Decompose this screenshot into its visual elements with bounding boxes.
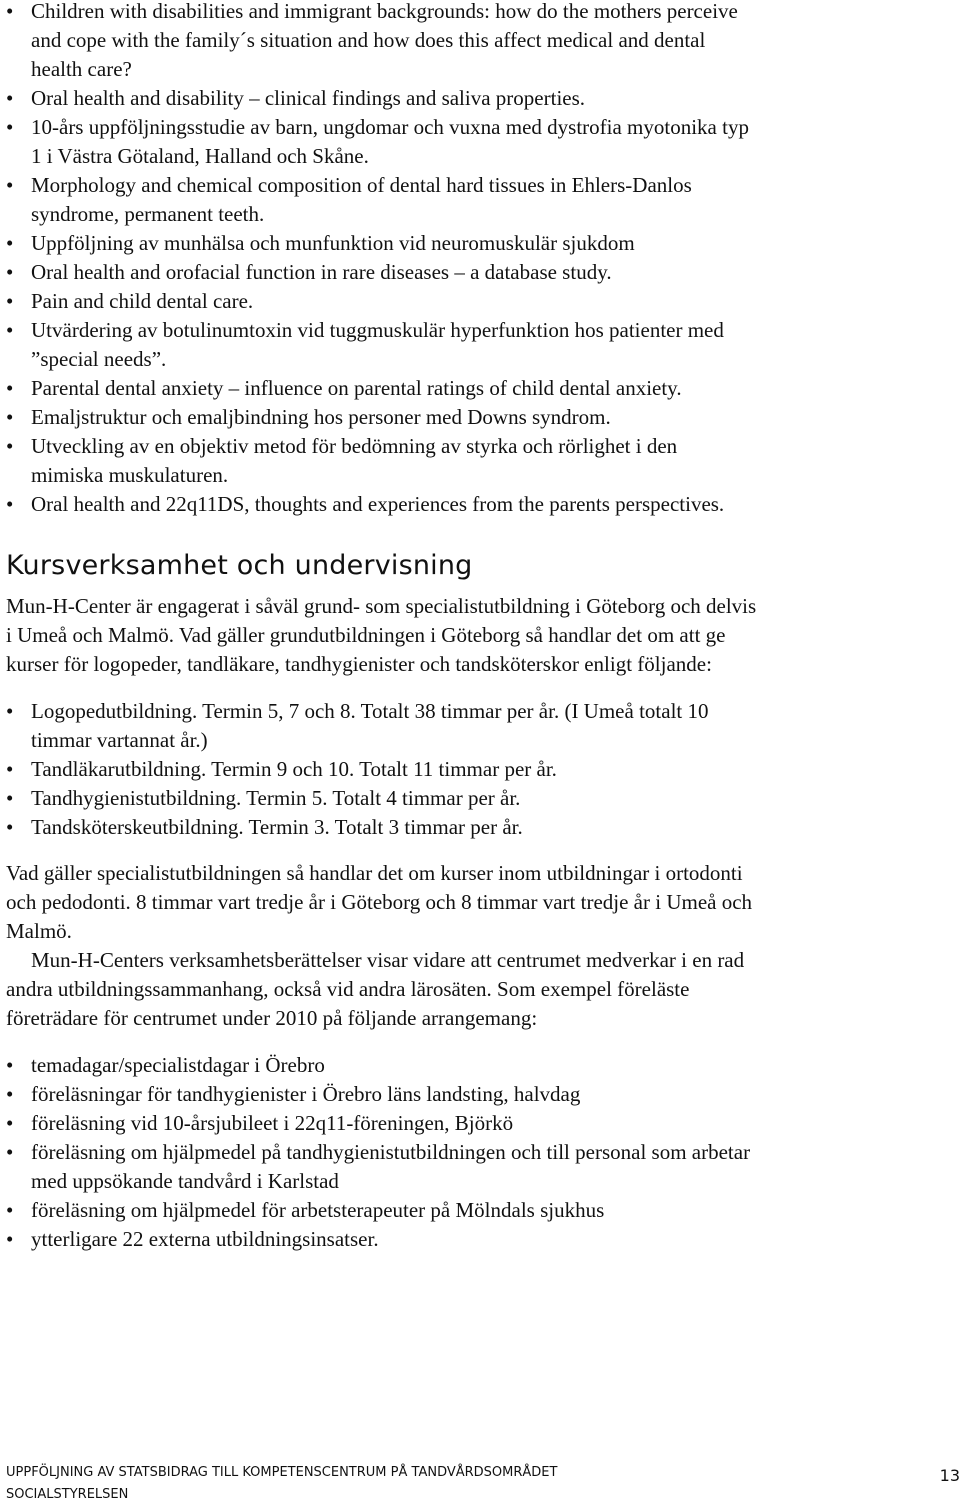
bullet-icon: • xyxy=(6,318,14,342)
list-item: • Uppföljning av munhälsa och munfunktion vid neuromuskulär sjukdom xyxy=(6,229,751,258)
bullet-icon: • xyxy=(6,757,14,781)
bullet-icon: • xyxy=(6,289,14,313)
report-paragraph: Mun-H-Centers verksamhetsberättelser visar vidare att centrumet medverkar i en rad andra utbildningssammanhang, också vid andra lärosäten. Som exempel föreläste företrädare för centrumet under 2010 på följande arrangemang: xyxy=(6,948,745,1030)
bullet-icon: • xyxy=(6,231,14,255)
bullet-icon: • xyxy=(6,1053,14,1077)
bullet-icon: • xyxy=(6,1198,14,1222)
intro-paragraph: Mun-H-Center är engagerat i såväl grund- som specialistutbildning i Göteborg och delvis i Umeå och Malmö. Vad gäller grundutbildningen i Göteborg så handlar det om att ge kurser för logopeder, tandläkare, tandhygienister och tandsköterskor enligt följande: xyxy=(6,594,757,676)
list-item: • föreläsning vid 10-årsjubileet i 22q11-föreningen, Björkö xyxy=(6,1109,751,1138)
footer-title: UPPFÖLJNING AV STATSBIDRAG TILL KOMPETENSCENTRUM PÅ TANDVÅRDSOMRÅDET xyxy=(6,1465,558,1480)
bullet-icon: • xyxy=(6,492,14,516)
list-item: • Oral health and 22q11DS, thoughts and experiences from the parents perspectives. xyxy=(6,490,751,519)
list-item: • Pain and child dental care. xyxy=(6,287,751,316)
list-item: • föreläsningar för tandhygienister i Örebro läns landsting, halvdag xyxy=(6,1080,751,1109)
page-footer xyxy=(6,1462,960,1506)
bullet-icon: • xyxy=(6,815,14,839)
list-item: • Oral health and disability – clinical findings and saliva properties. xyxy=(6,84,751,113)
list-item: • Oral health and orofacial function in rare diseases – a database study. xyxy=(6,258,751,287)
list-item: • temadagar/specialistdagar i Örebro xyxy=(6,1051,751,1080)
bullet-icon: • xyxy=(6,1111,14,1135)
document-page xyxy=(6,0,956,1254)
bullet-icon: • xyxy=(6,115,14,139)
footer-publisher: SOCIALSTYRELSEN xyxy=(6,1487,129,1502)
specialist-paragraph: Vad gäller specialistutbildningen så handlar det om kurser inom utbildningar i ortodonti och pedodonti. 8 timmar vart tredje år i Göteborg och 8 timmar vart tredje år i Umeå och Malmö. xyxy=(6,861,753,943)
bullet-icon: • xyxy=(6,699,14,723)
list-item: • föreläsning om hjälpmedel för arbetsterapeuter på Mölndals sjukhus xyxy=(6,1196,751,1225)
list-item: • Children with disabilities and immigrant backgrounds: how do the mothers perceive and cope with the family´s situation and how does this affect medical and dental health care? xyxy=(6,0,751,84)
page-number: 13 xyxy=(939,1466,960,1485)
list-item: • Tandsköterskeutbildning. Termin 3. Totalt 3 timmar per år. xyxy=(6,813,751,842)
list-item: • Utveckling av en objektiv metod för bedömning av styrka och rörlighet i den mimiska muskulaturen. xyxy=(6,434,678,487)
bullet-icon: • xyxy=(6,173,14,197)
bullet-icon: • xyxy=(6,0,14,23)
bullet-icon: • xyxy=(6,434,14,458)
list-item: • Emaljstruktur och emaljbindning hos personer med Downs syndrom. xyxy=(6,403,751,432)
list-item: • ytterligare 22 externa utbildningsinsatser. xyxy=(6,1225,751,1254)
bullet-icon: • xyxy=(6,786,14,810)
event-list xyxy=(6,1051,751,1254)
list-item: • Morphology and chemical composition of dental hard tissues in Ehlers-Danlos syndrome, permanent teeth. xyxy=(6,173,692,226)
course-list xyxy=(6,697,751,842)
research-project-list xyxy=(6,0,751,519)
bullet-icon: • xyxy=(6,1082,14,1106)
bullet-icon: • xyxy=(6,1140,14,1164)
list-item: • Logopedutbildning. Termin 5, 7 och 8. Totalt 38 timmar per år. (I Umeå totalt 10 timmar vartannat år.) xyxy=(6,699,709,752)
list-item: • Parental dental anxiety – influence on parental ratings of child dental anxiety. xyxy=(6,374,751,403)
section-heading: Kursverksamhet och undervisning xyxy=(6,550,473,581)
list-item: • föreläsning om hjälpmedel på tandhygienistutbildningen och till personal som arbetar med uppsökande tandvård i Karlstad xyxy=(6,1140,751,1193)
bullet-icon: • xyxy=(6,260,14,284)
list-item: • Tandläkarutbildning. Termin 9 och 10. Totalt 11 timmar per år. xyxy=(6,755,751,784)
list-item: • Utvärdering av botulinumtoxin vid tuggmuskulär hyperfunktion hos patienter med ”special needs”. xyxy=(6,318,724,371)
bullet-icon: • xyxy=(6,376,14,400)
bullet-icon: • xyxy=(6,86,14,110)
bullet-icon: • xyxy=(6,1227,14,1251)
bullet-icon: • xyxy=(6,405,14,429)
list-item: • Tandhygienistutbildning. Termin 5. Totalt 4 timmar per år. xyxy=(6,784,751,813)
list-item: • 10-års uppföljningsstudie av barn, ungdomar och vuxna med dystrofia myotonika typ 1 i Västra Götaland, Halland och Skåne. xyxy=(6,115,749,168)
